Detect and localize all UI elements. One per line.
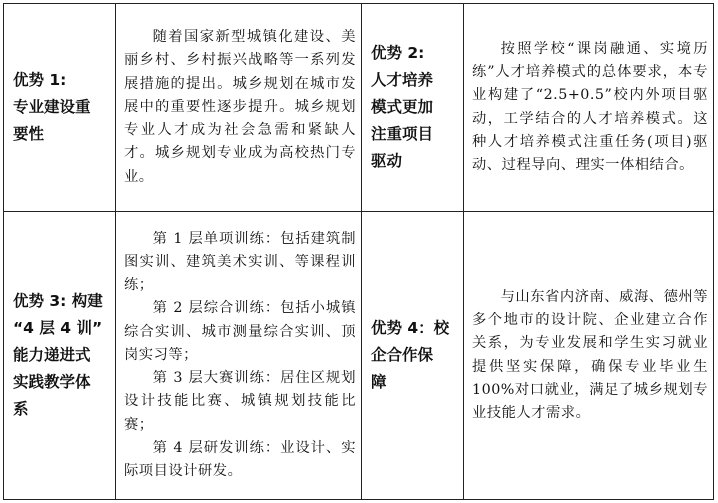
advantage-3-heading: 优势 3: 构建 “4 层 4 训” 能力递进式 实践教学体 系 (4, 212, 116, 500)
training-level-1: 第 1 层单项训练：包括建筑制图实训、建筑美术实训、等课程训练； (124, 230, 356, 294)
training-level-3: 第 3 层大赛训练：居住区规划设计技能比赛、城镇规划技能比赛； (124, 370, 356, 433)
table-row (4, 212, 714, 500)
advantages-table (3, 3, 714, 500)
advantage-3-description (116, 212, 362, 500)
training-level-2: 第 2 层综合训练：包括小城镇综合实训、城市测量综合实训、顶岗实习等； (124, 300, 356, 363)
advantage-1-description: 随着国家新型城镇化建设、美丽乡村、乡村振兴战略等一系列发展措施的提出。城乡规划在城市发展中的重要性逐步提升。城乡规划专业人才成为社会急需和紧缺人才。城乡规划专业成为高校热门专业。 (116, 4, 362, 212)
advantage-2-description: 按照学校“课岗融通、实境历练”人才培养模式的总体要求，本专业构建了“2.5+0.5”校内外项目驱动，工学结合的人才培养模式。这种人才培养模式注重任务(项目)驱动、过程导向、理实一体相结合。 (464, 4, 714, 212)
advantage-1-heading: 优势 1: 专业建设重 要性 (4, 4, 116, 212)
advantage-2-heading: 优势 2: 人才培养 模式更加 注重项目 驱动 (362, 4, 464, 212)
table-row (4, 4, 714, 212)
advantage-4-description: 与山东省内济南、威海、德州等多个地市的设计院、企业建立合作关系，为专业发展和学生实习就业提供坚实保障，确保专业毕业生 100%对口就业，满足了城乡规划专业技能人才需求。 (464, 212, 714, 500)
training-level-4: 第 4 层研发训练：业设计、实际项目设计研发。 (124, 439, 356, 479)
advantage-4-heading: 优势 4：校 企合作保 障 (362, 212, 464, 500)
